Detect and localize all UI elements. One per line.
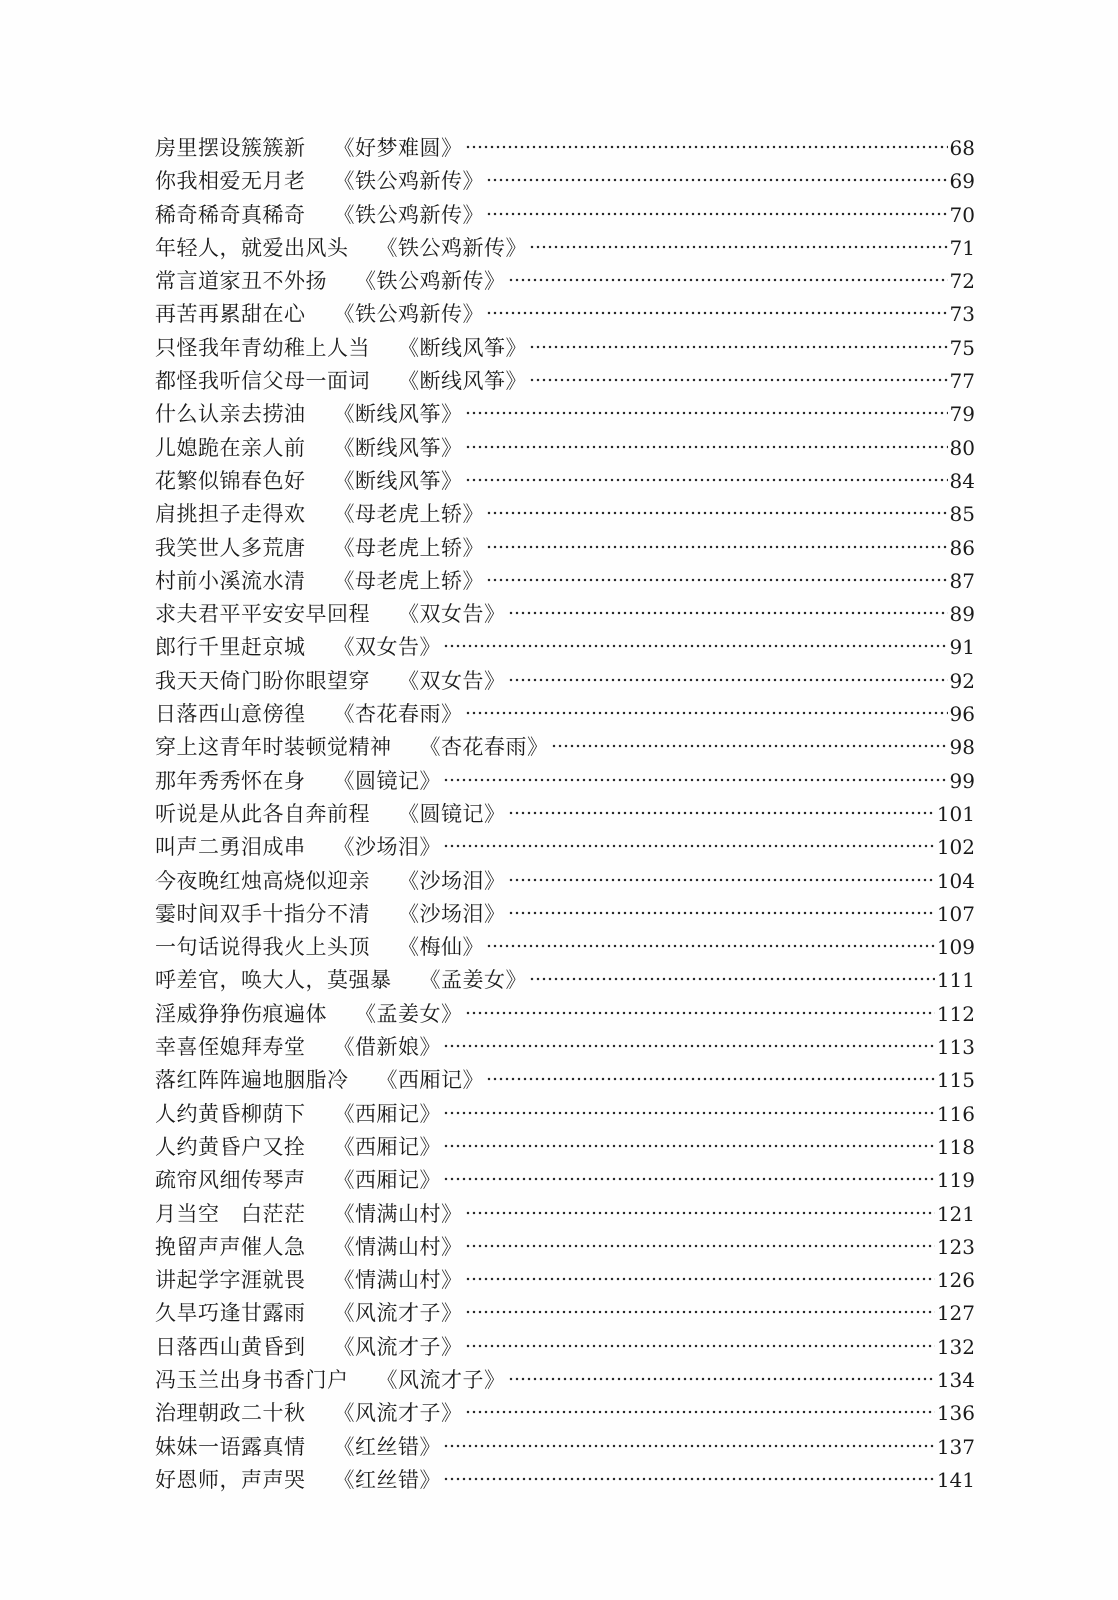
toc-entry-title: 日落西山黄昏到 (155, 1334, 306, 1359)
toc-entry (155, 1264, 975, 1297)
toc-entry-title: 你我相爱无月老 (155, 169, 306, 194)
toc-entry-title: 稀奇稀奇真稀奇 (155, 202, 306, 227)
toc-entry-title: 听说是从此各自奔前程 (155, 801, 370, 826)
toc-entry-title: 都怪我听信父母一面词 (155, 369, 370, 394)
toc-entry-title: 郎行千里赶京城 (155, 635, 306, 660)
toc-entry (155, 1431, 975, 1464)
toc-entry-page-number: 71 (949, 235, 975, 260)
toc-entry-page-number: 119 (936, 1168, 975, 1193)
toc-entry-source: 《西厢记》 (333, 1101, 441, 1126)
dot-leader (465, 145, 948, 149)
dot-leader (443, 1111, 935, 1115)
toc-entry (155, 165, 975, 198)
toc-entry-page-number: 109 (936, 935, 975, 960)
toc-entry-source: 《双女告》 (398, 668, 506, 693)
toc-entry-page-number: 113 (936, 1035, 975, 1060)
toc-entry (155, 1464, 975, 1497)
toc-entry (155, 365, 975, 398)
toc-entry (155, 998, 975, 1031)
toc-entry-source: 《孟姜女》 (355, 1001, 463, 1026)
toc-entry-source: 《双女告》 (333, 635, 441, 660)
dot-leader (529, 977, 935, 981)
toc-entry (155, 232, 975, 265)
dot-leader (465, 1277, 935, 1281)
toc-entry-page-number: 132 (936, 1334, 975, 1359)
toc-entry-page-number: 102 (936, 835, 975, 860)
toc-entry-title: 霎时间双手十指分不清 (155, 901, 370, 926)
toc-entry (155, 1098, 975, 1131)
toc-entry-source: 《借新娘》 (333, 1035, 441, 1060)
dot-leader (465, 1410, 935, 1414)
dot-leader (465, 711, 948, 715)
toc-entry-source: 《母老虎上轿》 (333, 535, 484, 560)
dot-leader (465, 411, 948, 415)
dot-leader (465, 445, 948, 449)
toc-entry-title: 再苦再累甜在心 (155, 302, 306, 327)
toc-entry (155, 1164, 975, 1197)
toc-entry-page-number: 101 (936, 801, 975, 826)
toc-entry-title: 我笑世人多荒唐 (155, 535, 306, 560)
dot-leader (551, 744, 948, 748)
toc-entry-page-number: 104 (936, 868, 975, 893)
dot-leader (508, 1377, 935, 1381)
toc-entry-source: 《断线风筝》 (333, 468, 463, 493)
table-of-contents (155, 132, 975, 1497)
toc-entry-source: 《铁公鸡新传》 (355, 269, 506, 294)
toc-entry-source: 《风流才子》 (333, 1334, 463, 1359)
toc-entry-source: 《情满山村》 (333, 1234, 463, 1259)
toc-entry (155, 565, 975, 598)
toc-entry-page-number: 80 (949, 435, 975, 460)
dot-leader (529, 378, 948, 382)
dot-leader (465, 1244, 935, 1248)
dot-leader (508, 878, 935, 882)
toc-entry-page-number: 96 (949, 702, 975, 727)
toc-entry-page-number: 126 (936, 1268, 975, 1293)
dot-leader (465, 1310, 935, 1314)
toc-entry (155, 1364, 975, 1397)
toc-entry-source: 《杏花春雨》 (333, 702, 463, 727)
toc-entry (155, 631, 975, 664)
toc-entry-page-number: 91 (949, 635, 975, 660)
toc-entry (155, 964, 975, 997)
toc-entry-title: 月当空 白茫茫 (155, 1201, 306, 1226)
toc-entry (155, 532, 975, 565)
toc-entry-source: 《沙场泪》 (398, 901, 506, 926)
toc-entry-title: 妹妹一语露真情 (155, 1434, 306, 1459)
toc-entry (155, 1131, 975, 1164)
toc-entry-title: 疏帘风细传琴声 (155, 1168, 306, 1193)
toc-entry-source: 《圆镜记》 (333, 768, 441, 793)
dot-leader (529, 245, 948, 249)
toc-entry-page-number: 73 (949, 302, 975, 327)
dot-leader (508, 811, 935, 815)
toc-entry-source: 《铁公鸡新传》 (376, 235, 527, 260)
toc-entry-page-number: 86 (949, 535, 975, 560)
toc-entry-source: 《风流才子》 (333, 1301, 463, 1326)
dot-leader (443, 1144, 935, 1148)
toc-entry-title: 讲起学字涯就畏 (155, 1268, 306, 1293)
toc-entry-page-number: 127 (936, 1301, 975, 1326)
toc-entry-title: 落红阵阵遍地胭脂冷 (155, 1068, 349, 1093)
toc-entry-source: 《西厢记》 (333, 1168, 441, 1193)
toc-entry-page-number: 116 (936, 1101, 975, 1126)
toc-entry-source: 《断线风筝》 (398, 369, 527, 394)
toc-entry-title: 花繁似锦春色好 (155, 468, 306, 493)
toc-entry-title: 叫声二勇泪成串 (155, 835, 306, 860)
toc-entry (155, 398, 975, 431)
toc-entry (155, 1331, 975, 1364)
toc-entry-title: 我天天倚门盼你眼望穿 (155, 668, 370, 693)
dot-leader (465, 1011, 935, 1015)
toc-entry (155, 931, 975, 964)
toc-entry-source: 《西厢记》 (376, 1068, 484, 1093)
dot-leader (465, 1344, 935, 1348)
toc-entry (155, 465, 975, 498)
dot-leader (443, 644, 948, 648)
toc-entry-page-number: 123 (936, 1234, 975, 1259)
toc-entry-source: 《风流才子》 (333, 1401, 463, 1426)
toc-entry-source: 《断线风筝》 (333, 435, 463, 460)
toc-entry-page-number: 121 (936, 1201, 975, 1226)
toc-entry (155, 598, 975, 631)
toc-entry-title: 年轻人，就爱出风头 (155, 235, 349, 260)
toc-entry-title: 一句话说得我火上头顶 (155, 935, 370, 960)
dot-leader (508, 611, 948, 615)
dot-leader (486, 178, 948, 182)
toc-entry (155, 1397, 975, 1430)
toc-entry-source: 《铁公鸡新传》 (333, 202, 484, 227)
dot-leader (465, 478, 948, 482)
toc-entry-page-number: 141 (936, 1467, 975, 1492)
toc-entry-title: 儿媳跪在亲人前 (155, 435, 306, 460)
toc-entry-page-number: 87 (949, 568, 975, 593)
toc-entry-page-number: 72 (949, 269, 975, 294)
dot-leader (486, 212, 948, 216)
toc-entry-title: 穿上这青年时装顿觉精神 (155, 735, 392, 760)
dot-leader (486, 944, 935, 948)
toc-entry (155, 1064, 975, 1097)
toc-entry-title: 那年秀秀怀在身 (155, 768, 306, 793)
toc-entry (155, 298, 975, 331)
toc-entry (155, 798, 975, 831)
dot-leader (443, 778, 948, 782)
toc-entry-title: 好恩师，声声哭 (155, 1467, 306, 1492)
toc-entry-page-number: 77 (949, 369, 975, 394)
toc-entry (155, 1297, 975, 1330)
dot-leader (508, 911, 935, 915)
dot-leader (443, 1444, 935, 1448)
toc-entry-page-number: 85 (949, 502, 975, 527)
toc-entry-title: 肩挑担子走得欢 (155, 502, 306, 527)
toc-entry-source: 《断线风筝》 (333, 402, 463, 427)
toc-entry-title: 冯玉兰出身书香门户 (155, 1367, 349, 1392)
toc-entry-page-number: 99 (949, 768, 975, 793)
toc-entry-title: 日落西山意傍徨 (155, 702, 306, 727)
dot-leader (508, 278, 948, 282)
dot-leader (486, 578, 948, 582)
toc-entry-title: 淫威狰狰伤痕遍体 (155, 1001, 327, 1026)
toc-entry-page-number: 68 (949, 136, 975, 160)
toc-entry-source: 《沙场泪》 (398, 868, 506, 893)
toc-entry-source: 《杏花春雨》 (419, 735, 549, 760)
toc-entry-title: 幸喜侄媳拜寿堂 (155, 1035, 306, 1060)
dot-leader (486, 511, 948, 515)
toc-entry-source: 《情满山村》 (333, 1201, 463, 1226)
toc-entry-title: 人约黄昏柳荫下 (155, 1101, 306, 1126)
toc-entry-title: 人约黄昏户又拴 (155, 1134, 306, 1159)
toc-entry-source: 《母老虎上轿》 (333, 568, 484, 593)
dot-leader (443, 1177, 935, 1181)
toc-entry-title: 房里摆设簇簇新 (155, 136, 306, 160)
toc-entry-source: 《铁公鸡新传》 (333, 169, 484, 194)
toc-entry-page-number: 92 (949, 668, 975, 693)
toc-entry-source: 《西厢记》 (333, 1134, 441, 1159)
toc-entry-title: 今夜晚红烛高烧似迎亲 (155, 868, 370, 893)
toc-entry-title: 治理朝政二十秋 (155, 1401, 306, 1426)
toc-entry-title: 什么认亲去捞油 (155, 402, 306, 427)
toc-entry-source: 《孟姜女》 (419, 968, 527, 993)
toc-entry (155, 831, 975, 864)
toc-entry-page-number: 69 (949, 169, 975, 194)
dot-leader (529, 345, 948, 349)
toc-entry (155, 898, 975, 931)
toc-entry-page-number: 98 (949, 735, 975, 760)
dot-leader (486, 311, 948, 315)
toc-entry-title: 挽留声声催人急 (155, 1234, 306, 1259)
toc-entry-page-number: 136 (936, 1401, 975, 1426)
dot-leader (508, 678, 948, 682)
toc-entry-source: 《红丝错》 (333, 1434, 441, 1459)
toc-entry-page-number: 115 (936, 1068, 975, 1093)
toc-entry (155, 865, 975, 898)
toc-entry-title: 求夫君平平安安早回程 (155, 602, 370, 627)
toc-entry (155, 199, 975, 232)
toc-entry (155, 765, 975, 798)
dot-leader (443, 1044, 935, 1048)
toc-entry-source: 《断线风筝》 (398, 335, 527, 360)
toc-entry-source: 《风流才子》 (376, 1367, 506, 1392)
dot-leader (443, 844, 935, 848)
toc-entry-source: 《圆镜记》 (398, 801, 506, 826)
toc-entry (155, 1198, 975, 1231)
toc-entry (155, 1031, 975, 1064)
toc-entry-source: 《双女告》 (398, 602, 506, 627)
toc-entry-page-number: 89 (949, 602, 975, 627)
toc-entry (155, 265, 975, 298)
dot-leader (443, 1477, 935, 1481)
toc-entry-page-number: 112 (936, 1001, 975, 1026)
toc-entry-title: 只怪我年青幼稚上人当 (155, 335, 370, 360)
toc-entry-page-number: 111 (936, 968, 975, 993)
toc-entry (155, 1231, 975, 1264)
toc-entry-title: 村前小溪流水清 (155, 568, 306, 593)
toc-entry-source: 《红丝错》 (333, 1467, 441, 1492)
toc-entry-page-number: 79 (949, 402, 975, 427)
dot-leader (486, 1077, 935, 1081)
toc-entry-page-number: 75 (949, 335, 975, 360)
toc-entry (155, 498, 975, 531)
dot-leader (486, 545, 948, 549)
toc-entry-page-number: 118 (936, 1134, 975, 1159)
toc-entry-page-number: 84 (949, 468, 975, 493)
toc-entry-source: 《铁公鸡新传》 (333, 302, 484, 327)
toc-entry-source: 《梅仙》 (398, 935, 484, 960)
toc-entry (155, 698, 975, 731)
toc-entry-source: 《沙场泪》 (333, 835, 441, 860)
toc-entry-page-number: 137 (936, 1434, 975, 1459)
toc-entry-title: 常言道家丑不外扬 (155, 269, 327, 294)
toc-entry-title: 久旱巧逢甘露雨 (155, 1301, 306, 1326)
toc-entry (155, 665, 975, 698)
toc-entry-source: 《母老虎上轿》 (333, 502, 484, 527)
toc-entry-page-number: 134 (936, 1367, 975, 1392)
toc-entry (155, 332, 975, 365)
toc-entry (155, 731, 975, 764)
toc-entry-page-number: 70 (949, 202, 975, 227)
dot-leader (465, 1211, 935, 1215)
toc-entry-source: 《情满山村》 (333, 1268, 463, 1293)
toc-entry-source: 《好梦难圆》 (333, 136, 463, 160)
toc-entry-title: 呼差官，唤大人，莫强暴 (155, 968, 392, 993)
toc-entry (155, 132, 975, 165)
toc-entry (155, 432, 975, 465)
toc-entry-page-number: 107 (936, 901, 975, 926)
